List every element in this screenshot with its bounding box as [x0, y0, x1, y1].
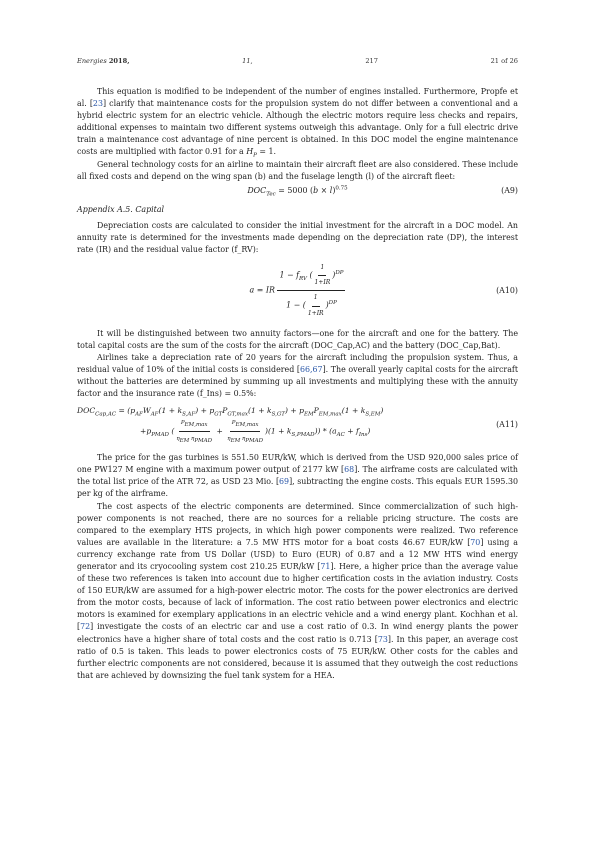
citation-link[interactable]: 71: [320, 562, 331, 571]
paragraph-4: It will be distinguished between two annuity factors—one for the aircraft and one for the battery. The total capital costs are the sum of the costs for the aircraft (DOC_Cap,AC) and the battery (DOC_Cap,Bat).: [77, 328, 518, 350]
citation-link[interactable]: 70: [470, 537, 481, 547]
paragraph-7: The cost aspects of the electric components are determined. Since commercialization of such high-power components is not reached, there are no sources for a reliable pricing structure. The costs are compared to the exemplary HTS projects, in which high power components were realized. Two reference values are available in the literature: a 7.5 MW HTS motor for a boat costs 46.67 EUR/kW [70] using a currency exchange rate from US Dollar (USD) to Euro (EUR) of 0.87 and a 12 MW HTS wind energy generator and its cryocooling system cost 210.25 EUR/kW [71]. Here, a higher price than the average value of these two references is taken into account due to higher certification costs in the aviation industry. Costs of 150 EUR/kW are assumed for a high-power electric motor. The costs for the power electronics are derived from the motor costs, because of lack of information. The cost ratio between power electronics and electric motors is examined for exemplary applications in an electric vehicle and a wind energy plant. Kochhan et al. [72] investigate the costs of an electric car and use a cost ratio of 0.3. In wind energy plants the power electronics have a higher share of total costs and the cost ratio is 0.713 [73]. In this paper, an average cost ratio of 0.5 is taken. This leads to power electronics costs of 75 EUR/kW. Other costs for the cables and further electric components are not considered, because it is assumed that they outweigh the cost reductions that are achieved by downsizing the fuel tank system for a HEA.: [77, 501, 518, 680]
equation-number: (A9): [501, 185, 518, 195]
equation-a10-formula: a = IR $1 - f_{RV}$ ( $\frac{1}{1+IR}$ )$^{DP}$ 1 − ( $\frac{1}{1+IR}$ )$^{DP}$: [249, 264, 344, 317]
citation-link[interactable]: 66,67: [299, 364, 323, 374]
equation-a9-formula: $DOC_{Tec} = 5000$ $(b \times l)^{0.75}$: [247, 185, 348, 198]
citation-link[interactable]: 69: [279, 477, 290, 487]
paragraph-1: This equation is modified to be independent of the number of engines installed. Furthermore, Propfe et al. [23] clarify that maintenance costs for the propulsion system do not differ between a conventional and a hybrid electric system for an electric vehicle. Although the electric motors require less checks and repairs, additional expenses to maintain two different systems outweigh this advantage. Only for a full electric drive train a maintenance cost advantage of nine percent is obtained. In this DOC model the engine maintenance costs are multiplied with factor 0.91 for a $H_P = 1$.: [77, 87, 518, 160]
equation-number: (A10): [496, 285, 518, 295]
paragraph-5: Airlines take a depreciation rate of 20 years for the aircraft including the propulsion system. Thus, a residual value of 10% of the initial costs is considered [66,67]. The overall yearly capital costs for the aircraft without the batteries are determined by summing up all investments and multiplying these with the annuity factor and the insurance rate (f_Ins) = 0.5%:: [77, 352, 518, 399]
section-heading: Appendix A.5. Capital: [77, 204, 165, 214]
citation-link[interactable]: 23: [92, 99, 103, 109]
equation-a9: [77, 185, 518, 197]
page-header: Energies 2018, 11, 217 21 of 26: [77, 57, 518, 65]
body-text: [77, 86, 518, 682]
paragraph-6: The price for the gas turbines is 551.50 EUR/kW, which is derived from the USD 920,000 sales price of one PW127 M engine with a maximum power output of 2177 kW [68]. The airframe costs are calculated with the total list price of the ATR 72, as USD 23 Mio. [69], subtracting the engine costs. This equals EUR 1595.30 per kg of the airframe.: [77, 453, 518, 499]
citation-link[interactable]: 68: [344, 465, 355, 475]
equation-number: (A11): [496, 420, 518, 430]
paragraph-3: Depreciation costs are calculated to consider the initial investment for the aircraft in a DOC model. An annuity rate is determined for the investments made depending on the depreciation rate (DP), the interest rate (IR) and the residual value factor (f_RV):: [77, 220, 518, 255]
citation-link[interactable]: 72: [80, 622, 91, 632]
page-number: 21 of 26: [490, 57, 518, 65]
paragraph-2: General technology costs for an airline to maintain their aircraft fleet are also considered. These include all fixed costs and depend on the wing span (b) and the fuselage length (l) of the aircraft fleet:: [77, 159, 518, 181]
citation-link[interactable]: 73: [377, 634, 388, 644]
equation-a11-formula: $DOC_{Cap,AC} = (p_{AF}W_{AF}(1 + k_{S,AF}) + p_{GT}P_{GT,max}(1 + k_{S,GT}) + p_{EM}P_{EM,max}(1 + k_{S,EM})$ $+p_{PMAD}$ ( $\frac{P_{EM,max}}{\eta_{EM} \eta_{PMAD}}$ + $\frac{P_{EM,max}}{\eta_{EM} \eta_{PMAD}}$ )$(1 + k_{S,PMAD})) * (a_{AC} + f_{Ins})$: [77, 406, 384, 445]
equation-a11: [77, 404, 518, 446]
equation-a10: [77, 262, 518, 319]
journal-citation: Energies 2018,: [77, 57, 130, 65]
